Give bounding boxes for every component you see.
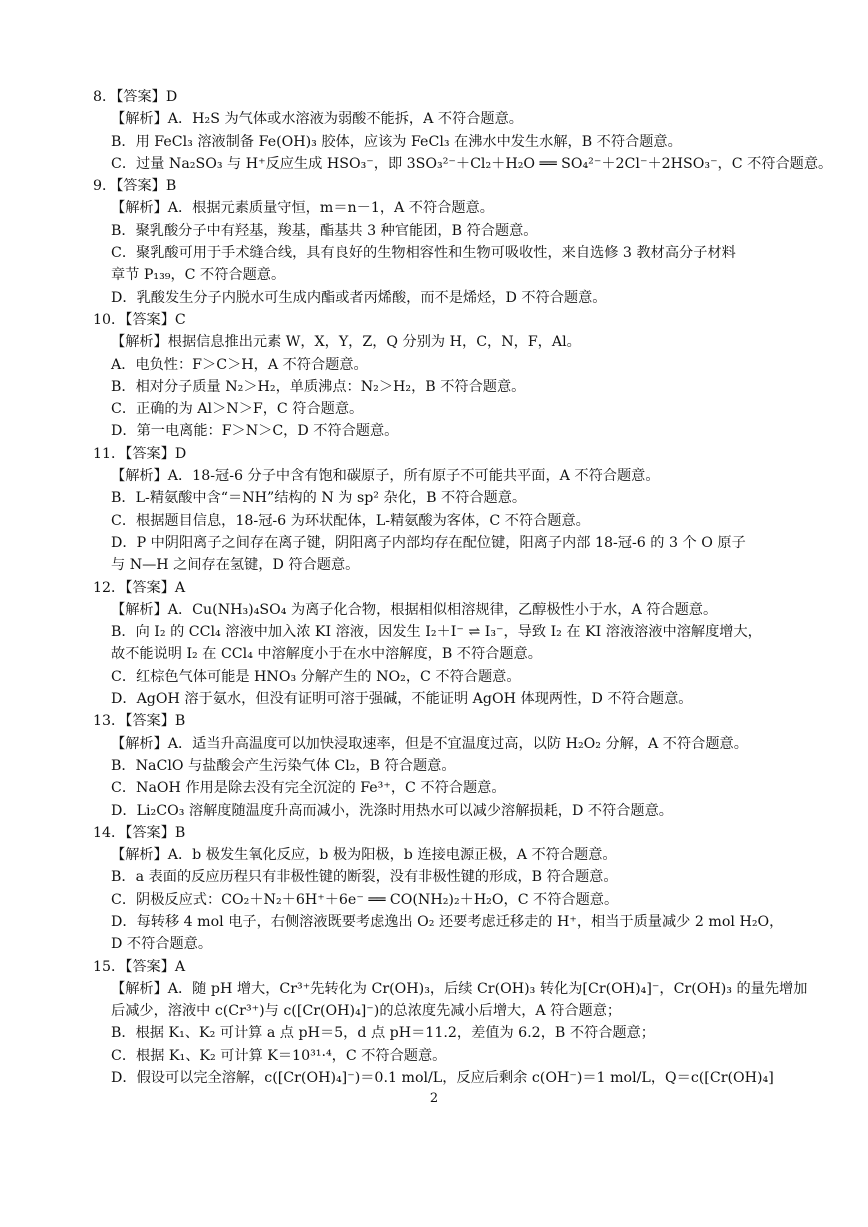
answer-line: 14．【答案】B xyxy=(93,824,186,841)
explanation-line: 与 N—H 之间存在氢键，D 符合题意。 xyxy=(111,557,360,574)
explanation-line: C．NaOH 作用是除去没有完全沉淀的 Fe³⁺，C 不符合题意。 xyxy=(111,780,506,797)
explanation-line: C．根据 K₁、K₂ 可计算 K＝10³¹·⁴，C 不符合题意。 xyxy=(111,1047,447,1064)
explanation-line: B．聚乳酸分子中有羟基，羧基，酯基共 3 种官能团，B 符合题意。 xyxy=(111,222,538,239)
answer-line: 10．【答案】C xyxy=(93,311,186,328)
explanation-line: B．向 I₂ 的 CCl₄ 溶液中加入浓 KI 溶液，因发生 I₂＋I⁻ ⇌ I₃⁻，导致 I₂ 在 KI 溶液溶液中溶解度增大， xyxy=(111,624,762,641)
answer-line: 13．【答案】B xyxy=(93,713,186,730)
explanation-line: 【解析】A．随 pH 增大，Cr³⁺先转化为 Cr(OH)₃，后续 Cr(OH)₃ 转化为[Cr(OH)₄]⁻，Cr(OH)₃ 的量先增加 xyxy=(111,980,808,997)
explanation-line: 【解析】A．18-冠-6 分子中含有饱和碳原子，所有原子不可能共平面，A 不符合题意。 xyxy=(111,468,660,485)
explanation-line: 章节 P₁₃₉，C 不符合题意。 xyxy=(111,267,286,284)
question-15 xyxy=(85,956,808,1090)
answer-key-body xyxy=(85,86,833,1089)
question-10 xyxy=(85,309,805,443)
explanation-line: D．乳酸发生分子内脱水可生成内酯或者丙烯酸，而不是烯烃，D 不符合题意。 xyxy=(111,289,607,306)
explanation-line: C．红棕色气体可能是 HNO₃ 分解产生的 NO₂，C 不符合题意。 xyxy=(111,668,521,685)
answer-line: 8．【答案】D xyxy=(93,89,178,105)
question-14 xyxy=(85,822,805,956)
explanation-line: D．P 中阴阳离子之间存在离子键，阴阳离子内部均存在配位键，阳离子内部 18-冠-6 的 3 个 O 原子 xyxy=(111,534,746,551)
question-12 xyxy=(85,577,805,711)
answer-line: 12．【答案】A xyxy=(93,579,186,596)
explanation-line: D．Li₂CO₃ 溶解度随温度升高而减小，洗涤时用热水可以减少溶解损耗，D 不符合题意。 xyxy=(111,802,673,819)
question-8 xyxy=(85,86,833,175)
explanation-line: A．电负性：F＞C＞H，A 不符合题意。 xyxy=(111,356,368,373)
explanation-line: 【解析】A．根据元素质量守恒，m＝n－1，A 不符合题意。 xyxy=(111,200,494,217)
explanation-line: D．第一电离能：F＞N＞C，D 不符合题意。 xyxy=(111,423,399,440)
explanation-line: B．L-精氨酸中含“＝NH”结构的 N 为 sp² 杂化，B 不符合题意。 xyxy=(111,490,527,507)
answer-line: 9．【答案】B xyxy=(93,178,177,195)
explanation-line: B．a 表面的反应历程只有非极性键的断裂，没有非极性键的形成，B 符合题意。 xyxy=(111,869,618,886)
answer-line: 11．【答案】D xyxy=(93,445,187,462)
explanation-line: B．用 FeCl₃ 溶液制备 Fe(OH)₃ 胶体，应该为 FeCl₃ 在沸水中发生水解，B 不符合题意。 xyxy=(111,133,682,150)
explanation-line: 【解析】根据信息推出元素 W，X，Y，Z，Q 分别为 H，C，N，F，Al。 xyxy=(111,334,581,351)
explanation-line: C．根据题目信息，18-冠-6 为环状配体，L-精氨酸为客体，C 不符合题意。 xyxy=(111,512,590,529)
explanation-line: 后减少，溶液中 c(Cr³⁺)与 c([Cr(OH)₄]⁻)的总浓度先减小后增大，A 符合题意； xyxy=(111,1003,622,1020)
explanation-line: 【解析】A．b 极发生氧化反应，b 极为阳极，b 连接电源正极，A 不符合题意。 xyxy=(111,847,617,864)
explanation-line: B．NaClO 与盐酸会产生污染气体 Cl₂，B 符合题意。 xyxy=(111,757,456,774)
explanation-line: D．每转移 4 mol 电子，右侧溶液既要考虑逸出 O₂ 还要考虑迁移走的 H⁺，相当于质量减少 2 mol H₂O， xyxy=(111,913,784,930)
question-11 xyxy=(85,443,805,577)
explanation-line: D 不符合题意。 xyxy=(111,936,213,953)
explanation-line: B．相对分子质量 N₂＞H₂，单质沸点：N₂＞H₂，B 不符合题意。 xyxy=(111,378,526,395)
question-9 xyxy=(85,175,805,309)
explanation-line: 故不能说明 I₂ 在 CCl₄ 中溶解度小于在水中溶解度，B 不符合题意。 xyxy=(111,646,542,663)
page-number: 2 xyxy=(429,1091,439,1106)
explanation-line: C．过量 Na₂SO₃ 与 H⁺反应生成 HSO₃⁻，即 3SO₃²⁻＋Cl₂＋H₂O ══ SO₄²⁻＋2Cl⁻＋2HSO₃⁻，C 不符合题意。 xyxy=(111,155,833,172)
explanation-line: B．根据 K₁、K₂ 可计算 a 点 pH＝5，d 点 pH＝11.2，差值为 6.2，B 不符合题意； xyxy=(111,1025,655,1042)
explanation-line: 【解析】A．适当升高温度可以加快浸取速率，但是不宜温度过高，以防 H₂O₂ 分解，A 不符合题意。 xyxy=(111,735,748,752)
explanation-line: C．聚乳酸可用于手术缝合线，具有良好的生物相容性和生物可吸收性，来自选修 3 教材高分子材料 xyxy=(111,245,736,262)
answer-line: 15．【答案】A xyxy=(93,958,186,975)
explanation-line: 【解析】A．H₂S 为气体或水溶液为弱酸不能拆，A 不符合题意。 xyxy=(111,111,523,128)
explanation-line: D．假设可以完全溶解，c([Cr(OH)₄]⁻)＝0.1 mol/L，反应后剩余 c(OH⁻)＝1 mol/L，Q＝c([Cr(OH)₄] xyxy=(111,1070,774,1087)
explanation-line: D．AgOH 溶于氨水，但没有证明可溶于强碱，不能证明 AgOH 体现两性，D 不符合题意。 xyxy=(111,691,693,708)
question-13 xyxy=(85,710,805,821)
explanation-line: 【解析】A．Cu(NH₃)₄SO₄ 为离子化合物，根据相似相溶规律，乙醇极性小于水，A 符合题意。 xyxy=(111,601,718,618)
explanation-line: C．阴极反应式：CO₂＋N₂＋6H⁺＋6e⁻ ══ CO(NH₂)₂＋H₂O，C 不符合题意。 xyxy=(111,891,619,908)
explanation-line: C．正确的为 Al＞N＞F，C 符合题意。 xyxy=(111,401,364,418)
